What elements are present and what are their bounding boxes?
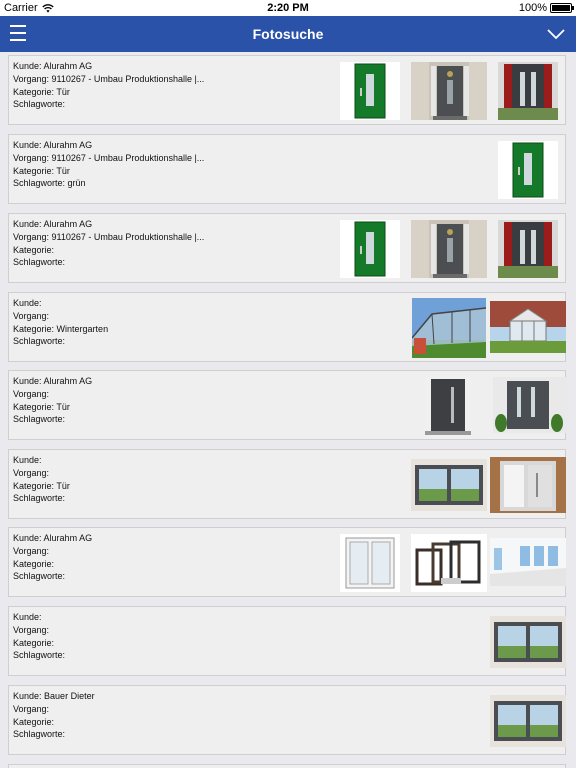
photo-result-list — [0, 52, 576, 768]
result-card[interactable] — [8, 213, 566, 283]
status-right — [519, 0, 572, 16]
result-info: Kunde: Alurahm AG Vorgang: 9110267 - Umbau Produktionshalle |... Kategorie: Tür Schlagworte: — [13, 61, 205, 110]
filter-toggle-button[interactable] — [546, 25, 566, 43]
result-card[interactable] — [8, 292, 566, 362]
white-window-photo[interactable] — [340, 534, 400, 592]
bright-room-photo[interactable] — [490, 538, 566, 586]
battery-percent: 100% — [518, 2, 547, 14]
wintergarden-photo[interactable] — [412, 298, 486, 358]
result-card[interactable] — [8, 606, 566, 676]
dark-door-plants-photo[interactable] — [493, 377, 567, 433]
white-door-photo[interactable] — [490, 457, 566, 513]
result-card[interactable] — [8, 134, 566, 204]
window-view-photo[interactable] — [411, 459, 487, 511]
process-value: 9110267 - Umbau Produktionshalle |... — [51, 73, 205, 84]
keywords-value: grün — [67, 178, 86, 189]
window-view-photo[interactable] — [490, 616, 566, 668]
grey-door-brick-photo[interactable] — [411, 220, 487, 278]
result-info: Kunde: Alurahm AG Vorgang: Kategorie: Tür Schlagworte: — [13, 376, 93, 425]
result-info: Kunde: Vorgang: Kategorie: Wintergarten Schlagworte: — [13, 298, 109, 347]
carrier-label: Carrier — [4, 2, 38, 14]
category-value: Tür — [56, 401, 70, 412]
red-grey-door-photo[interactable] — [498, 62, 558, 120]
page-title: Fotosuche — [252, 26, 324, 42]
result-card[interactable] — [8, 685, 566, 755]
result-info: Kunde: Vorgang: Kategorie: Tür Schlagworte: — [13, 455, 70, 504]
grey-door-brick-photo[interactable] — [411, 62, 487, 120]
result-card[interactable] — [8, 55, 566, 125]
category-value: Tür — [56, 165, 70, 176]
customer-value: Alurahm AG — [43, 376, 93, 386]
result-card[interactable] — [8, 527, 566, 597]
window-view-photo[interactable] — [490, 695, 566, 747]
result-info: Kunde: Bauer Dieter Vorgang: Kategorie: Schlagworte: — [13, 691, 95, 740]
chevron-down-icon — [546, 25, 566, 43]
window-frames-photo[interactable] — [411, 534, 487, 592]
process-value: 9110267 - Umbau Produktionshalle |... — [51, 152, 205, 163]
next-result-card-edge — [8, 764, 566, 768]
result-info: Kunde: Alurahm AG Vorgang: Kategorie: Schlagworte: — [13, 533, 93, 582]
result-card[interactable] — [8, 370, 566, 440]
navigation-bar — [0, 16, 576, 52]
battery-icon — [550, 3, 572, 13]
result-info: Kunde: Vorgang: Kategorie: Schlagworte: — [13, 612, 66, 661]
category-value: Wintergarten — [56, 323, 109, 334]
category-value: Tür — [56, 480, 70, 491]
dark-door-photo[interactable] — [425, 377, 471, 435]
customer-value: Alurahm AG — [43, 219, 93, 229]
customer-value: Alurahm AG — [43, 140, 93, 150]
green-door-photo[interactable] — [340, 220, 400, 278]
category-value: Tür — [56, 86, 70, 97]
customer-value: Alurahm AG — [43, 61, 93, 71]
result-info: Kunde: Alurahm AG Vorgang: 9110267 - Umbau Produktionshalle |... Kategorie: Schlagworte: — [13, 219, 205, 268]
red-grey-door-photo[interactable] — [498, 220, 558, 278]
process-value: 9110267 - Umbau Produktionshalle |... — [51, 231, 205, 242]
green-door-photo[interactable] — [340, 62, 400, 120]
conservatory-photo[interactable] — [490, 301, 566, 353]
status-bar — [0, 0, 576, 16]
status-time: 2:20 PM — [267, 2, 309, 14]
customer-value: Bauer Dieter — [44, 691, 95, 701]
green-door-photo[interactable] — [498, 141, 558, 199]
result-info: Kunde: Alurahm AG Vorgang: 9110267 - Umbau Produktionshalle |... Kategorie: Tür Schlagworte: grün — [13, 140, 205, 189]
result-card[interactable] — [8, 449, 566, 519]
customer-value: Alurahm AG — [43, 533, 93, 543]
